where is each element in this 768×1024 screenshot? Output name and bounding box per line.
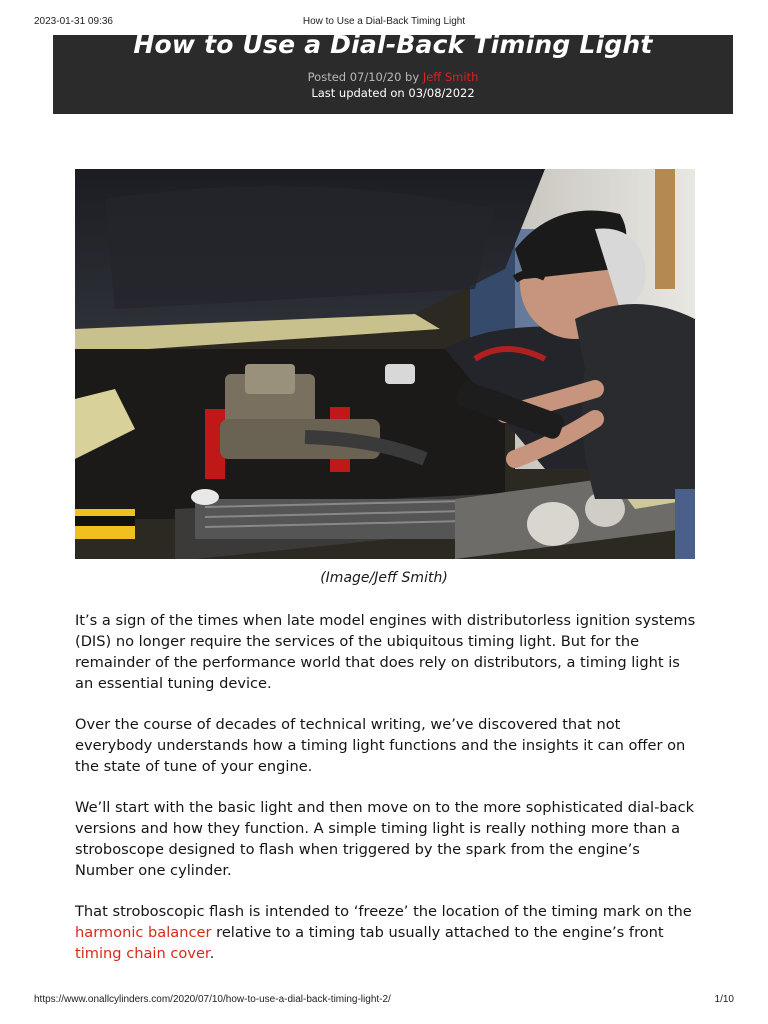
engine-bay-photo: [75, 169, 695, 559]
article-title: How to Use a Dial-Back Timing Light: [133, 30, 653, 59]
last-updated: Last updated on 03/08/2022: [311, 86, 475, 100]
paragraph-1: It’s a sign of the times when late model engines with distributorless ignition systems (DIS) no longer require the services of the ubiquitous timing light. But for the remainder of the performance world that does rely on distributors, a timing light is an essential tuning device.: [75, 612, 696, 692]
posted-date: Posted 07/10/20 by: [307, 70, 423, 84]
author-link[interactable]: Jeff Smith: [422, 70, 479, 84]
paragraph-4: [75, 901, 700, 964]
timing-chain-cover-link[interactable]: timing chain cover: [75, 945, 210, 962]
harmonic-balancer-link[interactable]: harmonic balancer: [75, 924, 212, 941]
paragraph-4-text-3: .: [209, 945, 215, 962]
print-header: [34, 16, 734, 30]
page-number: 1/10: [714, 994, 734, 1005]
paragraph-2: Over the course of decades of technical writing, we’ve discovered that not everybody understands how a timing light functions and the insights it can offer on the state of tune of your engine.: [75, 716, 686, 775]
paragraph-3: We’ll start with the basic light and then move on to the more sophisticated dial-back versions and how they function. A simple timing light is really nothing more than a stroboscope designed to flash when triggered by the spark from the engine’s Number one cylinder.: [75, 799, 695, 879]
print-footer: [34, 994, 734, 1008]
print-datetime: 2023-01-31 09:36: [34, 16, 113, 27]
paragraph-4-text-1: That stroboscopic flash is intended to ‘freeze’ the location of the timing mark on the: [75, 903, 692, 920]
print-page-title: How to Use a Dial-Back Timing Light: [302, 16, 466, 27]
article-body: [75, 610, 700, 984]
print-url: https://www.onallcylinders.com/2020/07/10/how-to-use-a-dial-back-timing-light-2/: [34, 994, 391, 1005]
article-header-banner: [53, 30, 733, 114]
paragraph-4-text-2: relative to a timing tab usually attached to the engine’s front: [211, 924, 664, 941]
hero-image: [75, 169, 695, 559]
image-caption: (Image/Jeff Smith): [320, 570, 448, 586]
posted-line: [53, 69, 733, 85]
